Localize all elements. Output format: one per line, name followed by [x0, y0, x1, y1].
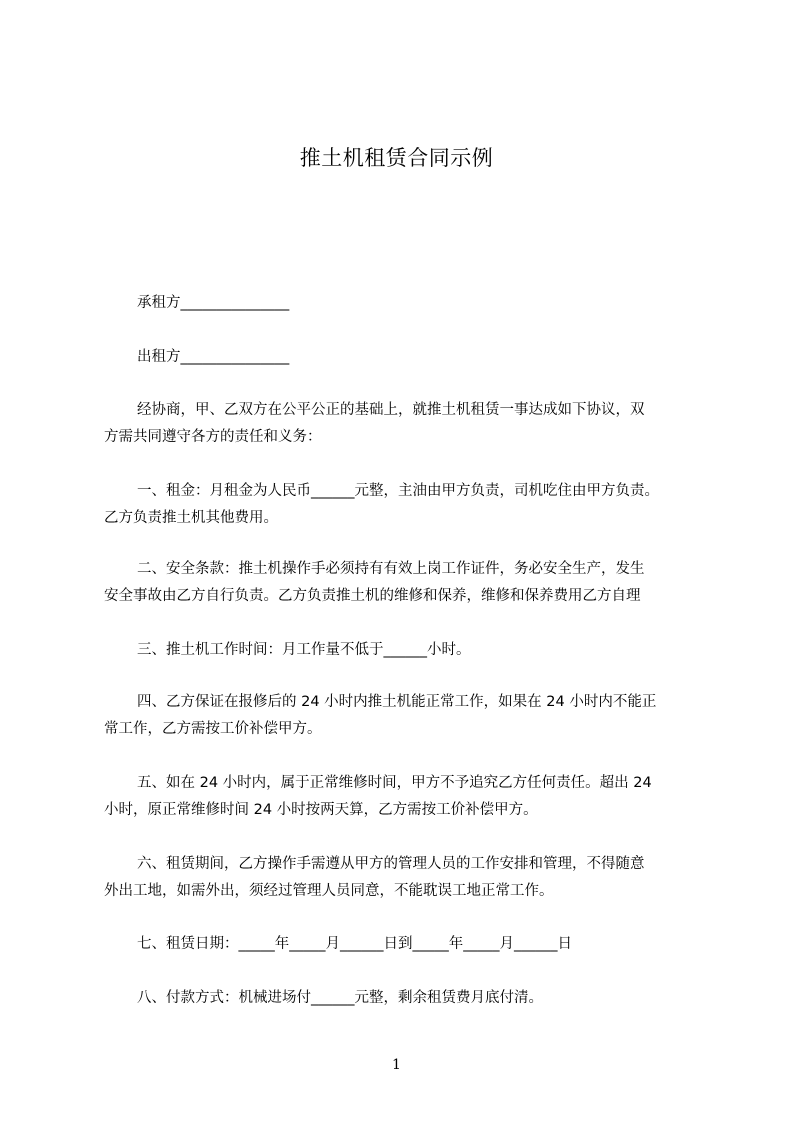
clause-1-line-2: 乙方负责推土机其他费用。 — [104, 510, 278, 526]
intro-line-2: 方需共同遵守各方的责任和义务： — [104, 429, 322, 445]
clause-2-line-2: 安全事故由乙方自行负责。乙方负责推土机的维修和保养，维修和保养费用乙方自理 — [104, 588, 641, 604]
document-title: 推土机租赁合同示例 — [299, 146, 494, 170]
lessee-line: 承租方_______________ — [137, 295, 290, 311]
lessor-line: 出租方_______________ — [137, 349, 290, 365]
clause-1-line-1: 一、租金：月租金为人民币______元整，主油由甲方负责，司机吃住由甲方负责。 — [137, 483, 659, 499]
page-number: 1 — [392, 1057, 401, 1073]
clause-6-line-1: 六、租赁期间，乙方操作手需遵从甲方的管理人员的工作安排和管理，不得随意 — [137, 856, 645, 872]
clause-8-line-1: 八、付款方式：机械进场付______元整，剩余租赁费月底付清。 — [137, 990, 543, 1006]
clause-3-line-1: 三、推土机工作时间：月工作量不低于______小时。 — [137, 642, 471, 658]
clause-5-line-2: 小时，原正常维修时间 24 小时按两天算，乙方需按工价补偿甲方。 — [104, 802, 538, 818]
clause-6-line-2: 外出工地，如需外出，须经过管理人员同意，不能耽误工地正常工作。 — [104, 883, 554, 899]
clause-7-line-1: 七、租赁日期：_____年_____月______日到_____年_____月______日 — [137, 936, 572, 952]
clause-4-line-2: 常工作，乙方需按工价补偿甲方。 — [104, 721, 322, 737]
clause-2-line-1: 二、安全条款：推土机操作手必须持有有效上岗工作证件，务必安全生产，发生 — [137, 561, 645, 577]
clause-5-line-1: 五、如在 24 小时内，属于正常维修时间，甲方不予追究乙方任何责任。超出 24 — [137, 775, 652, 791]
clause-4-line-1: 四、乙方保证在报修后的 24 小时内推土机能正常工作，如果在 24 小时内不能正 — [137, 694, 657, 710]
intro-line-1: 经协商，甲、乙双方在公平公正的基础上，就推土机租赁一事达成如下协议，双 — [137, 402, 645, 418]
